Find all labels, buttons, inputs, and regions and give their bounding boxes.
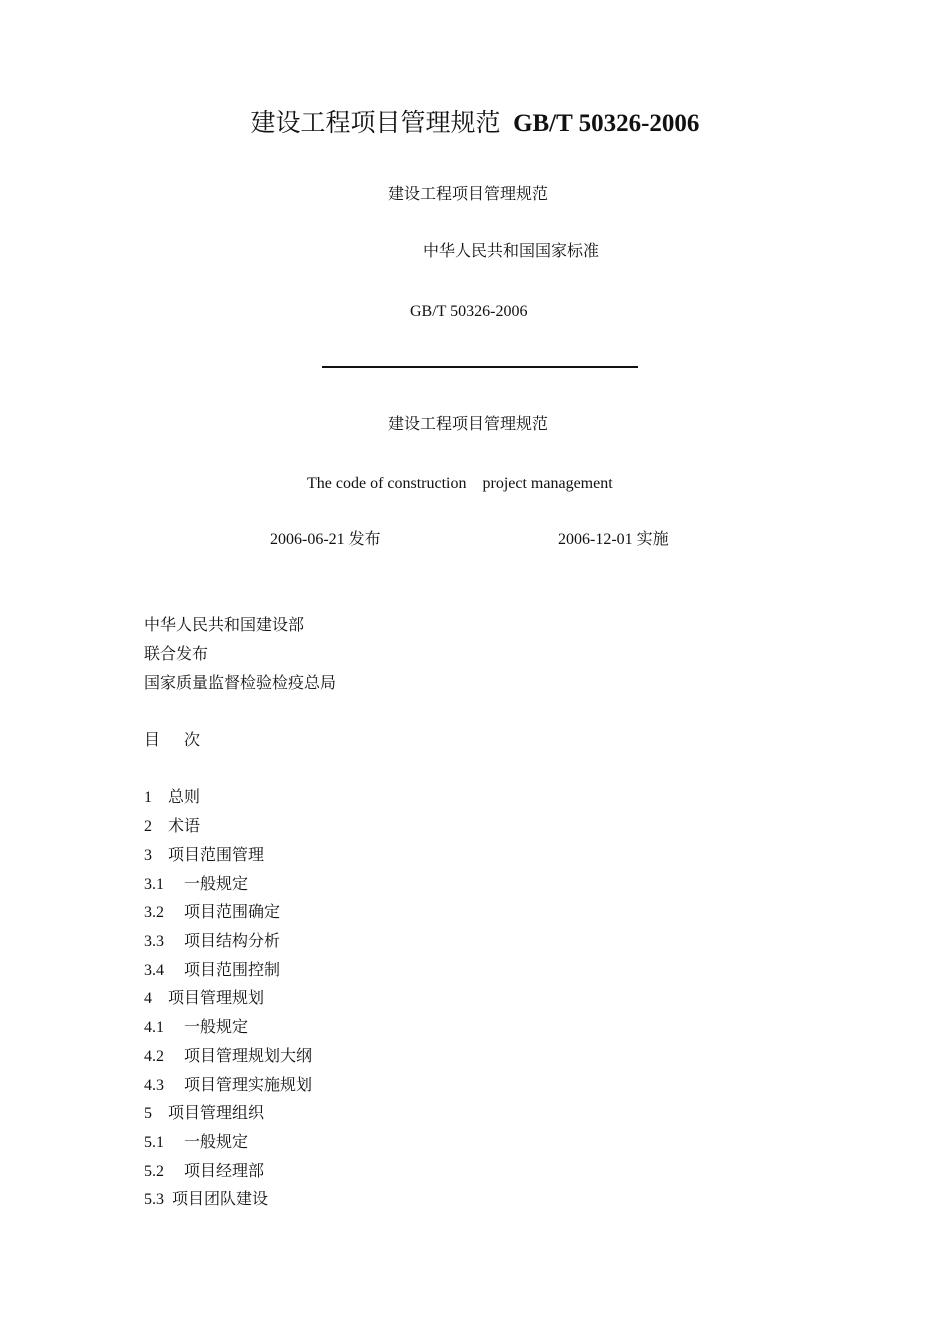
standard-name-en: The code of construction project management — [307, 475, 613, 492]
toc-item: 5.2 项目经理部 — [144, 1163, 265, 1180]
publisher-ministry: 中华人民共和国建设部 — [144, 617, 305, 634]
toc-item: 4 项目管理规划 — [144, 990, 265, 1007]
toc-item: 3.1 一般规定 — [144, 876, 249, 893]
publisher-aqsiq: 国家质量监督检验检疫总局 — [144, 675, 337, 692]
toc-item: 5.3 项目团队建设 — [144, 1191, 269, 1208]
national-standard-label: 中华人民共和国国家标准 — [423, 243, 600, 260]
toc-item: 4.3 项目管理实施规划 — [144, 1077, 313, 1094]
toc-item: 5 项目管理组织 — [144, 1105, 265, 1122]
toc-item: 3 项目范围管理 — [144, 847, 265, 864]
standard-code: GB/T 50326-2006 — [410, 303, 528, 320]
toc-item: 2 术语 — [144, 818, 201, 835]
horizontal-rule — [322, 366, 638, 368]
toc-heading: 目 次 — [144, 732, 201, 749]
cover-subtitle: 建设工程项目管理规范 — [388, 186, 549, 203]
title-standard-code: GB/T 50326-2006 — [513, 110, 700, 137]
toc-item: 3.3 项目结构分析 — [144, 933, 281, 950]
toc-item: 5.1 一般规定 — [144, 1134, 249, 1151]
title-chinese: 建设工程项目管理规范 — [250, 110, 501, 137]
implementation-date: 2006-12-01 实施 — [558, 531, 669, 548]
toc-item: 4.1 一般规定 — [144, 1019, 249, 1036]
toc-item: 3.2 项目范围确定 — [144, 904, 281, 921]
standard-name-cn: 建设工程项目管理规范 — [388, 416, 549, 433]
joint-release-label: 联合发布 — [144, 646, 209, 663]
toc-item: 4.2 项目管理规划大纲 — [144, 1048, 313, 1065]
toc-item: 1 总则 — [144, 789, 201, 806]
issue-date: 2006-06-21 发布 — [270, 531, 381, 548]
toc-item: 3.4 项目范围控制 — [144, 962, 281, 979]
document-title — [0, 106, 950, 142]
